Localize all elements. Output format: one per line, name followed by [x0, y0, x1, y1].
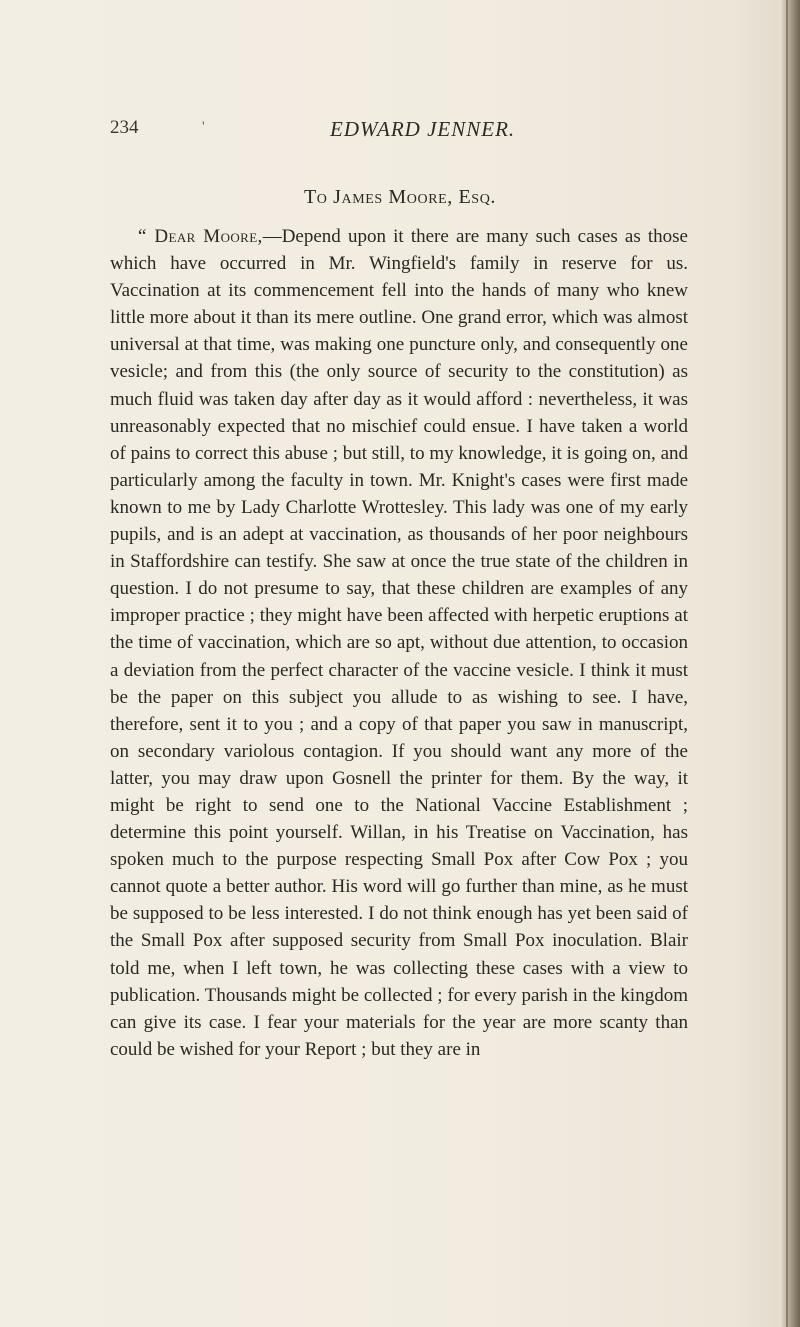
- letter-body: [110, 223, 688, 1063]
- running-head: [0, 117, 800, 147]
- printer-tick-mark: ': [202, 119, 205, 135]
- running-title: EDWARD JENNER.: [330, 117, 516, 141]
- letter-text: —Depend upon it there are many such cases as those which have occurred in Mr. Wingfield's family in reserve for us. Vaccination at its commencement fell into the hands of many who knew little more about it than its mere outline. One grand error, which was almost universal at that time, was making one puncture only, and consequently one vesicle; and from this (the only source of security to the constitution) as much fluid was taken day after day as it would afford : nevertheless, it was unreasonably expected that no mischief could ensue. I have taken a world of pains to correct this abuse ; but still, to my knowledge, it is going on, and particularly among the faculty in town. Mr. Knight's cases were first made known to me by Lady Charlotte Wrottesley. This lady was one of my early pupils, and is an adept at vaccination, as thousands of her poor neighbours in Staffordshire can testify. She saw at once the true state of the children in question. I do not presume to say, that these children are examples of any improper practice ; they might have been affected with herpetic eruptions at the time of vaccination, which are so apt, without due attention, to occasion a deviation from the perfect character of the vaccine vesicle. I think it must be the paper on this subject you allude to as wishing to see. I have, therefore, sent it to you ; and a copy of that paper you saw in manuscript, on secondary variolous contagion. If you should want any more of the latter, you may draw upon Gosnell the printer for them. By the way, it might be right to send one to the National Vaccine Establishment ; determine this point yourself. Willan, in his Treatise on Vaccination, has spoken much to the purpose respecting Small Pox after Cow Pox ; you cannot quote a better author. His word will go further than mine, as he must be supposed to be less interested. I do not think enough has yet been said of the Small Pox after supposed security from Small Pox inoculation. Blair told me, when I left town, he was collecting these cases with a view to publication. Thousands might be collected ; for every parish in the kingdom can give its case. I fear your materials for the year are more scanty than could be wished for your Report ; but they are in: [110, 226, 688, 1060]
- letter-heading: To James Moore, Esq.: [303, 186, 496, 208]
- letter-opening: “ Dear Moore,: [138, 226, 263, 247]
- page-number: 234: [110, 117, 139, 138]
